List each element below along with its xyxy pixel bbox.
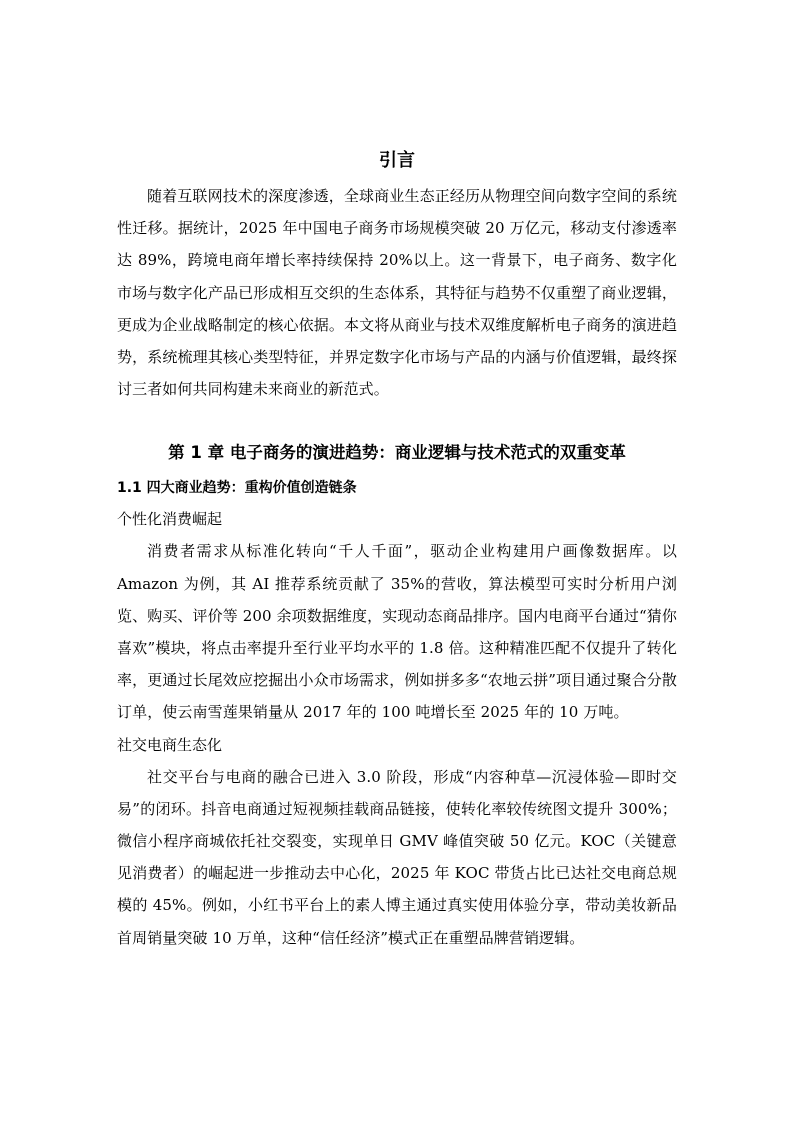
section-1-1-title: 1.1 四大商业趋势：重构价值创造链条 bbox=[117, 480, 357, 497]
topic-social-ecommerce-paragraph: 社交平台与电商的融合已进入 3.0 阶段，形成“内容种草—沉浸体验—即时交易”的闭环。抖音电商通过短视频挂载商品链接，使转化率较传统图文提升 300%；微信小程序商城依托社交裂变，实现单日 GMV 峰值突破 50 亿元。KOC（关键意见消费者）的崛起进一步推动去中心化，2025 年 KOC 带货占比已达社交电商总规模的 45%。例如，小红书平台上的素人博主通过真实使用体验分享，带动美妆新品首周销量突破 10 万单，这种“信任经济”模式正在重塑品牌营销逻辑。 bbox=[117, 767, 677, 947]
topic-personalized-consumption-heading: 个性化消费崛起 bbox=[117, 510, 223, 529]
topic-personalized-consumption-paragraph: 消费者需求从标准化转向“千人千面”，驱动企业构建用户画像数据库。以 Amazon 为例，其 AI 推荐系统贡献了 35%的营收，算法模型可实时分析用户浏览、购买、评价等 200 余项数据维度，实现动态商品排序。国内电商平台通过“猜你喜欢”模块，将点击率提升至行业平均水平的 1.8 倍。这种精准匹配不仅提升了转化率，更通过长尾效应挖掘出小众市场需求，例如拼多多“农地云拼”项目通过聚合分散订单，使云南雪莲果销量从 2017 年的 100 吨增长至 2025 年的 10 万吨。 bbox=[117, 542, 677, 722]
chapter-1-title: 第 1 章 电子商务的演进趋势：商业逻辑与技术范式的双重变革 bbox=[168, 443, 626, 463]
intro-title: 引言 bbox=[379, 150, 415, 171]
document-body bbox=[117, 146, 677, 954]
topic-social-ecommerce-heading: 社交电商生态化 bbox=[117, 735, 223, 754]
intro-paragraph: 随着互联网技术的深度渗透，全球商业生态正经历从物理空间向数字空间的系统性迁移。据统计，2025 年中国电子商务市场规模突破 20 万亿元，移动支付渗透率达 89%，跨境电商年增长率持续保持 20%以上。这一背景下，电子商务、数字化市场与数字化产品已形成相互交织的生态体系，其特征与趋势不仅重塑了商业逻辑，更成为企业战略制定的核心依据。本文将从商业与技术双维度解析电子商务的演进趋势，系统梳理其核心类型特征，并界定数字化市场与产品的内涵与价值逻辑，最终探讨三者如何共同构建未来商业的新范式。 bbox=[117, 187, 677, 399]
